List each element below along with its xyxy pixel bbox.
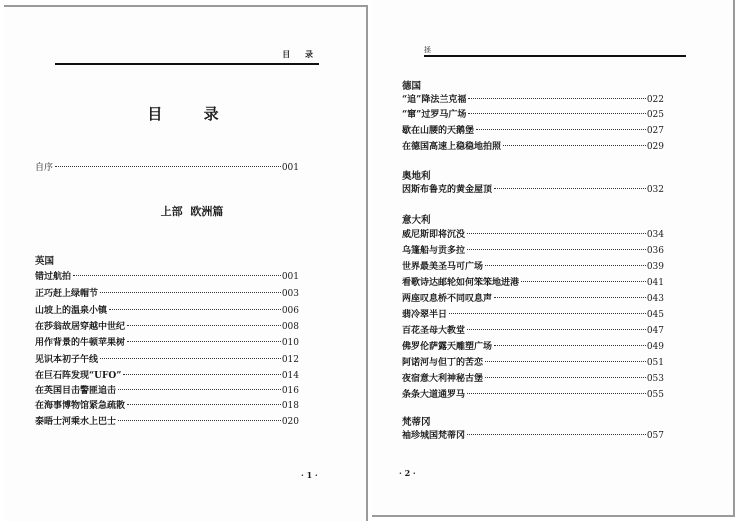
entry-page: 012	[281, 355, 299, 365]
entry-title: 袖珍城国梵蒂冈	[402, 431, 466, 441]
entry-title: 乌篷船与贡多拉	[402, 246, 466, 256]
dot-leader	[485, 377, 646, 378]
toc-entry[interactable]	[402, 292, 664, 306]
entry-page: 014	[281, 371, 299, 381]
entry-title: 世界最美圣马可广场	[402, 262, 484, 272]
toc-entry[interactable]	[402, 276, 664, 290]
toc-entry[interactable]	[35, 336, 299, 350]
dot-leader	[468, 98, 645, 99]
entry-title: 在德国高速上稳稳地拍照	[402, 142, 502, 152]
toc-entry[interactable]	[35, 287, 299, 301]
entry-title: 在海事博物馆紧急疏散	[35, 401, 126, 411]
toc-entry[interactable]	[402, 108, 664, 122]
dot-leader	[127, 325, 281, 326]
part-title: 上部 欧洲篇	[160, 205, 224, 218]
header-rule	[424, 55, 686, 57]
entry-page: 001	[281, 163, 299, 173]
entry-page: 022	[646, 95, 664, 105]
entry-title: 歇在山腰的天鹅堡	[402, 126, 475, 136]
dot-leader	[467, 249, 646, 250]
running-head: 目 录	[282, 50, 319, 59]
entry-page: 057	[646, 431, 664, 441]
entry-title: “追”降法兰克福	[402, 95, 467, 105]
entry-page: 043	[646, 294, 664, 304]
entry-page: 036	[646, 246, 664, 256]
toc-entry[interactable]	[35, 415, 299, 429]
toc-entry[interactable]	[402, 372, 664, 386]
entry-page: 029	[646, 142, 664, 152]
toc-title: 目 录	[147, 105, 237, 123]
entry-page: 001	[281, 272, 299, 282]
dot-leader	[467, 233, 646, 234]
entry-page: 055	[646, 390, 664, 400]
dot-leader	[109, 309, 281, 310]
dot-leader	[123, 374, 280, 375]
entry-page: 027	[646, 126, 664, 136]
entry-title: 佛罗伦萨露天雕塑广场	[402, 342, 493, 352]
entry-title: 因斯布鲁克的黄金屋顶	[402, 185, 493, 195]
header-rule	[55, 63, 319, 65]
section-heading: 梵蒂冈	[402, 417, 431, 428]
toc-entry[interactable]	[35, 399, 299, 413]
toc-entry[interactable]	[35, 270, 299, 284]
toc-entry-preface[interactable]	[35, 161, 299, 175]
dot-leader	[73, 275, 281, 276]
dot-leader	[127, 404, 281, 405]
dot-leader	[127, 341, 281, 342]
dot-leader	[449, 313, 646, 314]
dot-leader	[485, 265, 646, 266]
entry-title: 自序	[35, 163, 54, 173]
toc-entry[interactable]	[402, 260, 664, 274]
entry-title: 威尼斯即将沉没	[402, 230, 466, 240]
entry-page: 003	[281, 289, 299, 299]
toc-entry[interactable]	[35, 320, 299, 334]
toc-entry[interactable]	[402, 324, 664, 338]
entry-title: 夜宿意大利神秘古堡	[402, 374, 484, 384]
entry-page: 051	[646, 358, 664, 368]
entry-page: 006	[281, 306, 299, 316]
dot-leader	[467, 329, 646, 330]
toc-entry[interactable]	[402, 244, 664, 258]
entry-page: 016	[281, 386, 299, 396]
dot-leader	[494, 188, 646, 189]
dot-leader	[468, 113, 645, 114]
toc-entry[interactable]	[35, 353, 299, 367]
toc-entry[interactable]	[402, 140, 664, 154]
entry-title: 阿诺河与但丁的苦恋	[402, 358, 484, 368]
toc-entry[interactable]	[35, 384, 299, 398]
dot-leader	[467, 434, 646, 435]
entry-title: 在英国目击警匪追击	[35, 386, 117, 396]
dot-leader	[494, 297, 646, 298]
running-head: 拯	[424, 46, 431, 54]
toc-entry[interactable]	[402, 356, 664, 370]
entry-title: 山坡上的温泉小镇	[35, 306, 108, 316]
entry-page: 049	[646, 342, 664, 352]
entry-title: 条条大道通罗马	[402, 390, 466, 400]
toc-entry[interactable]	[402, 183, 664, 197]
entry-page: 010	[281, 338, 299, 348]
section-heading: 奥地利	[402, 171, 431, 182]
entry-title: 百花圣母大教堂	[402, 326, 466, 336]
entry-title: 在巨石阵发现“UFO”	[35, 371, 122, 381]
entry-page: 039	[646, 262, 664, 272]
entry-page: 032	[646, 185, 664, 195]
dot-leader	[503, 145, 646, 146]
dot-leader	[476, 129, 646, 130]
entry-title: 见识本初子午线	[35, 355, 99, 365]
dot-leader	[118, 389, 281, 390]
page-number: · 2 ·	[399, 468, 416, 478]
section-heading: 德国	[402, 81, 422, 92]
dot-leader	[485, 361, 646, 362]
toc-entry[interactable]	[35, 304, 299, 318]
toc-entry[interactable]	[402, 429, 664, 443]
toc-entry[interactable]	[402, 93, 664, 107]
toc-entry[interactable]	[35, 369, 299, 383]
dot-leader	[521, 281, 646, 282]
page-number: · 1 ·	[301, 470, 318, 480]
dot-leader	[494, 345, 646, 346]
entry-page: 020	[281, 417, 299, 427]
dot-leader	[467, 393, 646, 394]
toc-entry[interactable]	[402, 124, 664, 138]
entry-page: 018	[281, 401, 299, 411]
section-heading: 意大利	[402, 215, 431, 226]
entry-page: 034	[646, 230, 664, 240]
entry-title: 看歌诗达邮轮如何笨笨地进港	[402, 278, 520, 288]
right-page	[372, 0, 735, 517]
entry-title: 翡冷翠半日	[402, 310, 448, 320]
dot-leader	[55, 166, 281, 167]
entry-title: 正巧赶上绿帽节	[35, 289, 99, 299]
toc-entry[interactable]	[402, 228, 664, 242]
toc-entry[interactable]	[402, 340, 664, 354]
dot-leader	[100, 358, 281, 359]
entry-page: 008	[281, 322, 299, 332]
left-page	[4, 5, 368, 521]
entry-title: 用作背景的牛顿苹果树	[35, 338, 126, 348]
dot-leader	[100, 292, 281, 293]
entry-title: 泰晤士河乘水上巴士	[35, 417, 117, 427]
dot-leader	[118, 420, 281, 421]
entry-title: 错过航拍	[35, 272, 72, 282]
entry-title: “窜”过罗马广场	[402, 110, 467, 120]
entry-page: 053	[646, 374, 664, 384]
toc-entry[interactable]	[402, 388, 664, 402]
entry-title: 在莎翁故居穿越中世纪	[35, 322, 126, 332]
entry-title: 两座叹息桥不同叹息声	[402, 294, 493, 304]
entry-page: 045	[646, 310, 664, 320]
entry-page: 025	[646, 110, 664, 120]
toc-entry[interactable]	[402, 308, 664, 322]
entry-page: 041	[646, 278, 664, 288]
entry-page: 047	[646, 326, 664, 336]
section-heading: 英国	[35, 256, 55, 267]
